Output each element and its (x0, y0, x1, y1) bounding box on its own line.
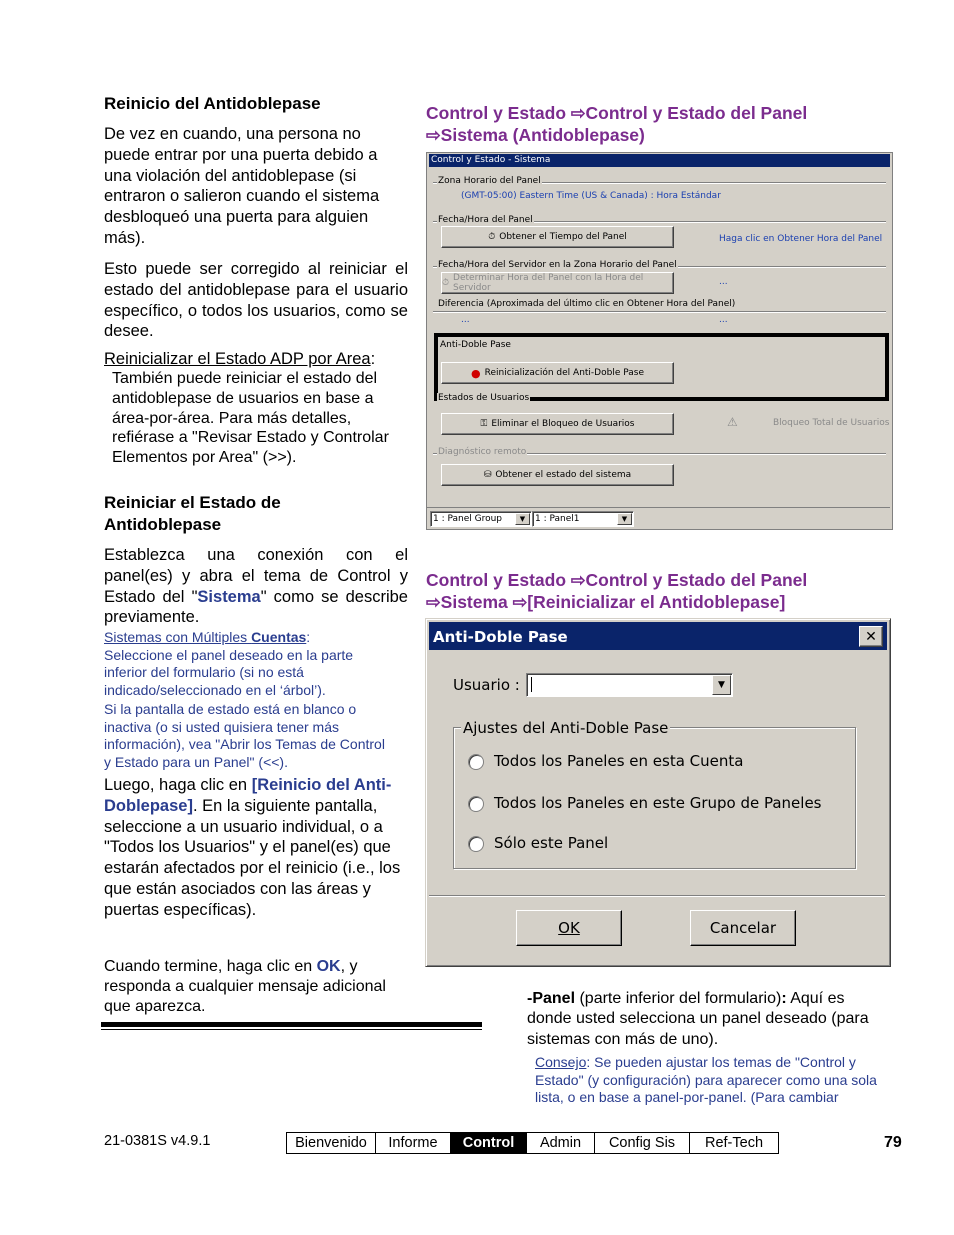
option-this-panel[interactable]: Sólo este Panel (468, 834, 608, 852)
close-icon[interactable]: ✕ (859, 626, 883, 647)
settings-group-label: Ajustes del Anti-Doble Pase (463, 719, 669, 737)
document-number: 21-0381S v4.9.1 (104, 1133, 211, 1149)
multi-account-link[interactable]: Sistemas con Múltiples (104, 629, 252, 645)
dropdown-arrow-icon[interactable]: ▼ (515, 513, 530, 525)
system-keyword: Sistema (197, 587, 261, 606)
page-number: 79 (884, 1134, 902, 1151)
anti-passback-dialog (425, 618, 891, 967)
panel-description: -Panel (parte inferior del formulario): Aquí es donde usted selecciona un panel deseado (para sistemas con más de uno). (527, 990, 869, 1048)
get-time-hint: Haga clic en Obtener Hora del Panel (719, 234, 883, 244)
get-panel-time-button[interactable]: ⏱ Obtener el Tiempo del Panel (441, 226, 674, 248)
section-divider-thin (101, 1029, 482, 1030)
radio-icon[interactable] (468, 796, 484, 812)
multi-account-note: Sistemas con Múltiples Cuentas: Seleccione el panel deseado en la parte inferior del formulario (si no está indicado/seleccionado en el ‘árbol’). (104, 629, 354, 698)
user-label: Usuario : (453, 676, 520, 694)
footer-nav (286, 1132, 779, 1154)
radio-icon[interactable] (468, 754, 484, 770)
window-title: Control y Estado - Sistema (429, 154, 890, 167)
intro-paragraph: De vez en cuando, una persona no puede entrar por una puerta debido a una violación del antidoblepase (si entraron o salieron cuando el sistema desbloqueó una puerta para alguien más). (104, 125, 380, 247)
group-server-datetime: Fecha/Hora del Servidor en la Zona Horario del Panel (438, 260, 677, 270)
connect-paragraph: Establezca una conexión con el panel(es) y abra el tema de Control y Estado del "Sistema" como se describe previamente. (104, 546, 408, 627)
area-reset-text: También puede reiniciar el estado del antidoblepase de usuarios en base a área-por-área. Para más detalles, refiérase a "Revisar Estado y Controlar Elementos por Area" (>>). (112, 370, 389, 467)
nav-informe[interactable]: Informe (376, 1133, 451, 1153)
cancel-button[interactable]: Cancelar (690, 910, 796, 946)
nav-bienvenido[interactable]: Bienvenido (287, 1133, 376, 1153)
correction-paragraph: Esto puede ser corregido al reiniciar el estado del antidoblepase para el usuario específico, o todos los usuarios, como se desee. (104, 260, 408, 341)
group-user-status: Estados de Usuarios (438, 393, 530, 403)
system-status-window: Control y Estado - Sistema Zona Horario del Panel (GMT-05:00) Eastern Time (US & Canada) : Hora Estándar Fecha/Hora del Panel ⏱ Obtener el Tiempo del Panel Haga clic en Obtener Hora del Panel Fecha/Hora del Servidor en la Zona Horario del Panel ⏱ Determinar Hora del Panel con la Hora del Servidor ... Diferencia (Aproximada del último clic en Obtener Hora del Panel) ... ... Anti-Doble Pase ● Reinicialización del Anti-Doble Pase Estados de Usuarios ⚿ Eliminar el Bloqueo de Usuarios ⚠ Bloqueo Total de Usuarios Diagnóstico remoto ⛁ Obtener el estado del sistema 1 : Panel Group ▼ 1 : Panel1 ▼ (426, 152, 893, 530)
section-heading-2: Reiniciar el Estado de Antidoblepase (104, 493, 281, 534)
ok-button[interactable]: OK (516, 910, 622, 946)
reset-button-ref: [Reinicio del Anti-Doblepase] (104, 776, 392, 815)
group-difference: Diferencia (Aproximada del último clic en Obtener Hora del Panel) (438, 299, 736, 309)
area-reset-note: Reinicializar el Estado ADP por Area: (104, 350, 376, 368)
nav-ref-tech[interactable]: Ref-Tech (704, 1135, 764, 1151)
area-reset-link[interactable]: Reinicializar el Estado ADP por Area (104, 350, 371, 368)
panel-combo[interactable]: 1 : Panel1 ▼ (532, 511, 634, 527)
option-all-account[interactable]: Todos los Paneles en esta Cuenta (468, 752, 743, 770)
screenshot-caption-2: Control y Estado ⇨Control y Estado del Panel ⇨Sistema ⇨[Reinicializar el Antidoblepase] (426, 570, 808, 612)
get-system-status-button[interactable]: ⛁ Obtener el estado del sistema (441, 464, 674, 486)
warning-icon: ⚠ (727, 415, 738, 429)
section-heading: Reinicio del Antidoblepase (104, 94, 321, 113)
red-circle-icon: ● (471, 366, 481, 380)
dropdown-arrow-icon[interactable]: ▼ (617, 513, 632, 525)
determine-panel-time-button[interactable]: ⏱ Determinar Hora del Panel con la Hora del Servidor (441, 272, 674, 294)
nav-control[interactable]: Control (451, 1133, 527, 1153)
dropdown-arrow-icon[interactable]: ▼ (712, 675, 731, 695)
click-reset-paragraph: Luego, haga clic en [Reinicio del Anti-Doblepase]. En la siguiente pantalla, seleccione a un usuario individual, o a "Todos los Usuarios" y el panel(es) que estarán afectados por el reinicio (i.e., los que están asociados con las áreas y puertas específicas). (104, 776, 401, 919)
option-panel-group[interactable]: Todos los Paneles en este Grupo de Paneles (468, 794, 822, 812)
diagnostic-icon: ⛁ (483, 470, 492, 480)
dialog-title: Anti-Doble Pase (433, 628, 568, 646)
radio-icon[interactable] (468, 836, 484, 852)
nav-config-sis[interactable]: Config Sis (595, 1133, 690, 1153)
stopwatch-icon: ⏱ (488, 232, 496, 242)
total-lock-label: Bloqueo Total de Usuarios (773, 418, 890, 428)
group-timezone: Zona Horario del Panel (438, 176, 541, 186)
timezone-value: (GMT-05:00) Eastern Time (US & Canada) : Hora Estándar (461, 191, 721, 201)
group-remote-diagnostics: Diagnóstico remoto (438, 447, 527, 457)
reset-anti-passback-button[interactable]: ● Reinicialización del Anti-Doble Pase (441, 362, 674, 384)
group-panel-datetime: Fecha/Hora del Panel (438, 215, 533, 225)
section-divider (101, 1022, 482, 1027)
screenshot-caption-1: Control y Estado ⇨Control y Estado del Panel ⇨Sistema (Antidoblepase) (426, 103, 808, 145)
nav-admin[interactable]: Admin (527, 1133, 595, 1153)
blank-screen-note: Si la pantalla de estado está en blanco o inactiva (o si usted quisiera tener más información), vea "Abrir los Temas de Control y Estado para un Panel" (<<). (104, 701, 385, 770)
group-anti-passback: Anti-Doble Pase (440, 340, 511, 350)
stopwatch-icon: ⏱ (442, 278, 450, 288)
users-unlock-icon: ⚿ (480, 419, 488, 429)
remove-user-lock-button[interactable]: ⚿ Eliminar el Bloqueo de Usuarios (441, 413, 674, 435)
panel-group-combo[interactable]: 1 : Panel Group ▼ (430, 511, 532, 527)
tip-note: Consejo: Se pueden ajustar los temas de "Control y Estado" (y configuración) para aparecer como una sola lista, o en base a panel-por-panel. (Para cambiar (535, 1054, 877, 1105)
dialog-titlebar (429, 622, 887, 650)
finish-paragraph: Cuando termine, haga clic en OK, y responda a cualquier mensaje adicional que aparezca. (104, 958, 386, 1015)
tip-label[interactable]: Consejo (535, 1054, 587, 1070)
user-combo[interactable] (526, 673, 733, 697)
